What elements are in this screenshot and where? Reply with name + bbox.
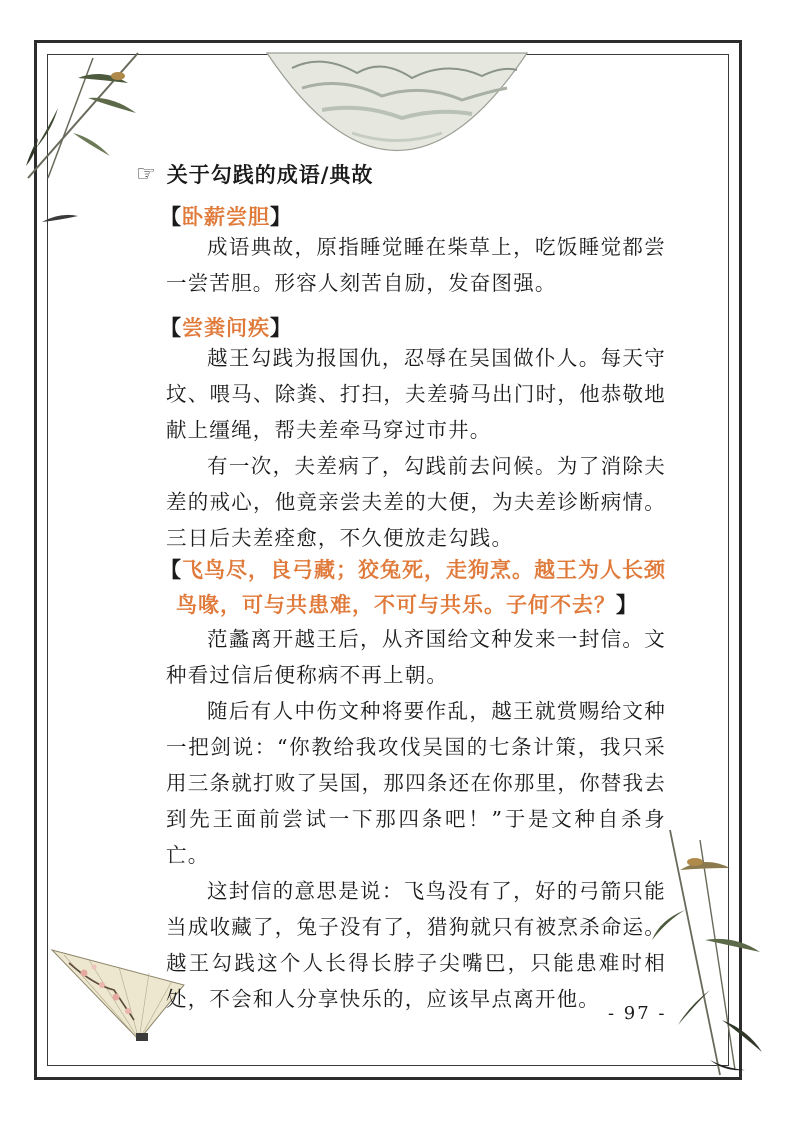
paragraph: 越王勾践为报国仇，忍辱在吴国做仆人。每天守坟、喂马、除粪、打扫，夫差骑马出门时，他恭敬地献上缰绳，帮夫差牵马穿过市井。 xyxy=(166,346,666,442)
page-number: - 97 - xyxy=(608,1003,667,1024)
section-title xyxy=(136,159,373,189)
entry-heading-text: 飞鸟尽，良弓藏；狡兔死，走狗烹。越王为人长颈 xyxy=(182,558,666,582)
entry-heading-text: 卧薪尝胆 xyxy=(182,205,270,229)
paragraph: 这封信的意思是说：飞鸟没有了，好的弓箭只能当成收藏了，兔子没有了，猎狗就只有被烹杀命运。越王勾践这个人长得长脖子尖嘴巴，只能患难时相处，不会和人分享快乐的，应该早点离开他。 xyxy=(166,879,666,1011)
bracket-close: 】 xyxy=(270,316,292,340)
section-title-text: 关于勾践的成语/典故 xyxy=(166,163,374,187)
paragraph: 成语典故，原指睡觉睡在柴草上，吃饭睡觉都尝一尝苦胆。形容人刻苦自励，发奋图强。 xyxy=(166,235,666,295)
bracket-close: 】 xyxy=(616,593,638,617)
ink-stroke-icon xyxy=(40,212,80,226)
bracket-open: 【 xyxy=(160,205,182,229)
bamboo-icon xyxy=(650,820,770,1080)
paragraph: 随后有人中伤文种将要作乱，越王就赏赐给文种一把剑说：“你教给我攻伐吴国的七条计策，我只采用三条就打败了吴国，那四条还在你那里，你替我去到先王面前尝试一下那四条吧！”于是文种自杀身亡。 xyxy=(166,699,666,867)
bracket-open: 【 xyxy=(160,558,182,582)
paragraph: 范蠡离开越王后，从齐国给文种发来一封信。文种看过信后便称病不再上朝。 xyxy=(166,627,666,687)
bracket-close: 】 xyxy=(270,205,292,229)
landscape-fan-icon xyxy=(262,48,532,158)
entry-heading xyxy=(160,553,666,587)
entry-heading-text: 尝粪问疾 xyxy=(182,316,270,340)
entry-heading-text: 鸟喙，可与共患难，不可与共乐。子何不去？ xyxy=(176,593,616,617)
entry-heading-line2 xyxy=(176,588,638,622)
paragraph: 有一次，夫差病了，勾践前去问候。为了消除夫差的戒心，他竟亲尝夫差的大便，为夫差诊断病情。三日后夫差痊愈，不久便放走勾践。 xyxy=(166,454,666,550)
bamboo-icon xyxy=(18,38,148,188)
bracket-open: 【 xyxy=(160,316,182,340)
pointing-hand-icon: ☞ xyxy=(136,161,157,187)
